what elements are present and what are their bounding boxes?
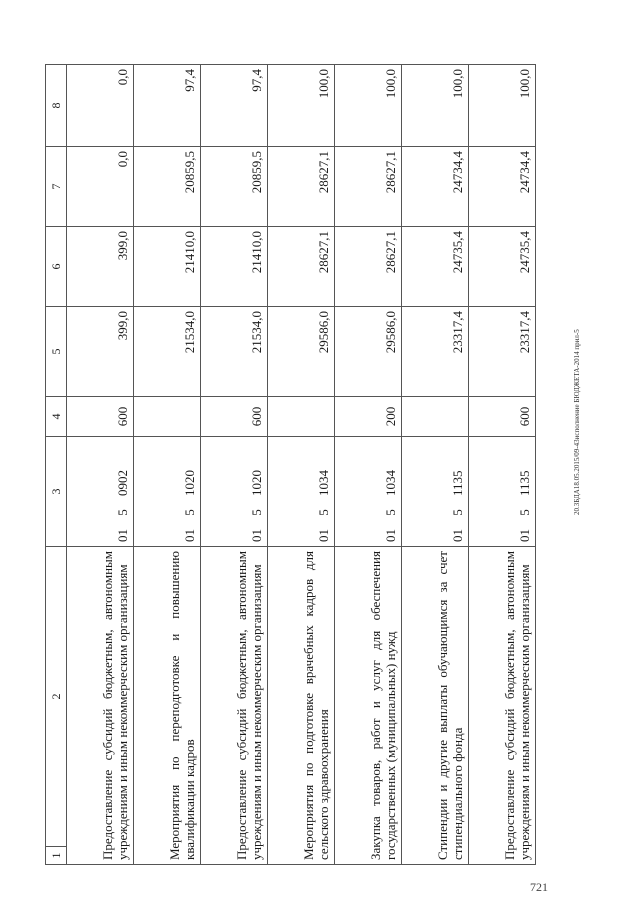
row-vr	[268, 397, 335, 437]
row-col8: 100,0	[469, 65, 536, 147]
row-col5: 23317,4	[402, 307, 469, 397]
row-col8: 0,0	[67, 65, 134, 147]
header-cell: 6	[46, 227, 67, 307]
row-col8: 97,4	[134, 65, 201, 147]
row-description: Мероприятия по подготовке врачебных кадров для сельского здравоохранения	[268, 547, 335, 865]
row-col8: 100,0	[402, 65, 469, 147]
row-col5: 21534,0	[201, 307, 268, 397]
row-col5: 399,0	[67, 307, 134, 397]
row-col6: 24735,4	[469, 227, 536, 307]
row-col5: 29586,0	[268, 307, 335, 397]
row-col7: 20859,5	[134, 147, 201, 227]
row-code: 01 5 1034	[335, 437, 402, 547]
file-footer: 20.ЗБДА18.05.2015/09-43исполнение БЮДЖЕТА-2014 прил-5	[573, 329, 581, 515]
rotated-page	[45, 25, 581, 865]
row-col6: 28627,1	[335, 227, 402, 307]
row-col5: 23317,4	[469, 307, 536, 397]
row-col5: 29586,0	[335, 307, 402, 397]
row-code: 01 5 1020	[134, 437, 201, 547]
row-col6: 21410,0	[201, 227, 268, 307]
row-col7: 24734,4	[469, 147, 536, 227]
page-number: 721	[530, 880, 548, 894]
row-vr	[134, 397, 201, 437]
header-cell: 8	[46, 65, 67, 147]
row-code: 01 5 1135	[402, 437, 469, 547]
header-cell: 4	[46, 397, 67, 437]
row-description: Предоставление субсидий бюджетным, автономным учреждениям и иным некоммерческим организациям	[67, 547, 134, 865]
row-col6: 24735,4	[402, 227, 469, 307]
row-description: Предоставление субсидий бюджетным, автономным учреждениям и иным некоммерческим организациям	[469, 547, 536, 865]
row-col8: 100,0	[335, 65, 402, 147]
row-col7: 28627,1	[335, 147, 402, 227]
header-cell: 3	[46, 437, 67, 547]
row-description: Мероприятия по переподготовке и повышению квалификации кадров	[134, 547, 201, 865]
table-row	[134, 65, 201, 865]
header-cell: 2	[46, 547, 67, 847]
row-col6: 21410,0	[134, 227, 201, 307]
table-row	[201, 65, 268, 865]
row-col8: 97,4	[201, 65, 268, 147]
budget-table	[45, 64, 536, 865]
row-vr: 600	[201, 397, 268, 437]
row-code: 01 5 1020	[201, 437, 268, 547]
row-col5: 21534,0	[134, 307, 201, 397]
row-vr: 600	[67, 397, 134, 437]
row-description: Предоставление субсидий бюджетным, автономным учреждениям и иным некоммерческим организациям	[201, 547, 268, 865]
row-col6: 399,0	[67, 227, 134, 307]
table-row	[335, 65, 402, 865]
row-vr: 200	[335, 397, 402, 437]
row-description: Стипендии и другие выплаты обучающимся за счет стипендиального фонда	[402, 547, 469, 865]
row-col7: 24734,4	[402, 147, 469, 227]
row-code: 01 5 0902	[67, 437, 134, 547]
row-col7: 20859,5	[201, 147, 268, 227]
table-row	[268, 65, 335, 865]
row-col8: 100,0	[268, 65, 335, 147]
row-col7: 0,0	[67, 147, 134, 227]
row-code: 01 5 1135	[469, 437, 536, 547]
table-row	[469, 65, 536, 865]
header-row	[46, 65, 67, 865]
table-row	[402, 65, 469, 865]
table-row	[67, 65, 134, 865]
header-cell: 7	[46, 147, 67, 227]
row-col6: 28627,1	[268, 227, 335, 307]
row-code: 01 5 1034	[268, 437, 335, 547]
header-cell: 1	[46, 847, 67, 865]
row-vr: 600	[469, 397, 536, 437]
row-col7: 28627,1	[268, 147, 335, 227]
header-cell: 5	[46, 307, 67, 397]
row-description: Закупка товаров, работ и услуг для обеспечения государственных (муниципальных) нужд	[335, 547, 402, 865]
row-vr	[402, 397, 469, 437]
